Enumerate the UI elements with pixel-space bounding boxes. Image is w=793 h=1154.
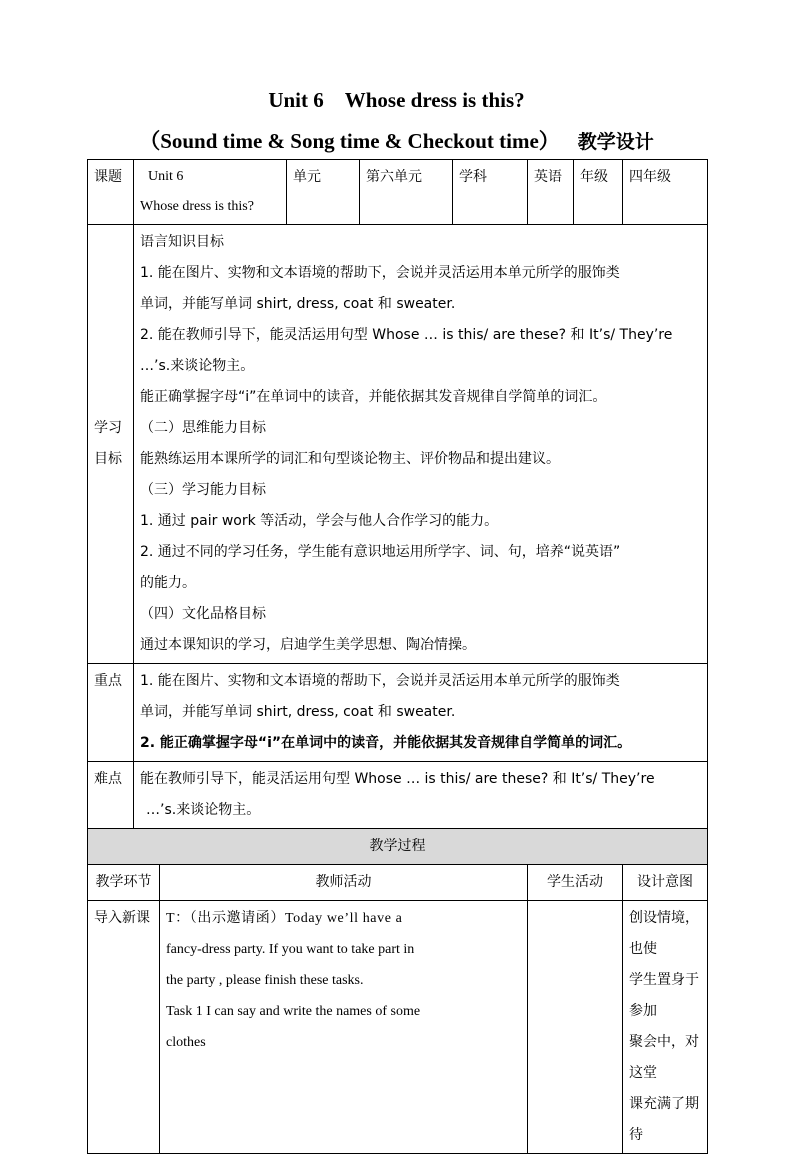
subtitle-en: （Sound time & Song time & Checkout time） — [139, 129, 560, 153]
teacher-activity-line: clothes — [166, 1035, 206, 1050]
document-subtitle — [0, 125, 793, 155]
unit-label: 单元 — [287, 160, 360, 225]
topic-label: 课题 — [88, 160, 134, 225]
intent-line: 创设情境，也使 — [629, 910, 699, 957]
goal-line: 能熟练运用本课所学的词汇和句型谈论物主、评价物品和提出建议。 — [140, 451, 560, 467]
difficult-point-line: 能在教师引导下，能灵活运用句型 Whose … is this/ are these? 和 It’s/ They’re — [140, 771, 655, 787]
teacher-activity-line: the party , please finish these tasks. — [166, 973, 364, 988]
col-stage-header: 教学环节 — [88, 865, 160, 901]
key-point-line: 单词，并能写单词 shirt, dress, coat 和 sweater. — [140, 704, 456, 720]
goals-label — [88, 225, 134, 664]
process-columns-row — [88, 865, 708, 901]
subtitle-cn: 教学设计 — [577, 131, 654, 153]
process-teacher-activity — [160, 901, 528, 1154]
topic-value-line: Whose dress is this? — [140, 199, 254, 214]
goal-line: （三）学习能力目标 — [140, 482, 266, 498]
goal-line: 的能力。 — [140, 575, 196, 591]
process-student-activity — [528, 901, 623, 1154]
key-point-line: 1. 能在图片、实物和文本语境的帮助下，会说并灵活运用本单元所学的服饰类 — [140, 673, 620, 689]
goal-line: …’s.来谈论物主。 — [140, 358, 255, 374]
teacher-activity-line: T：（出示邀请函）Today we’ll have a — [166, 911, 403, 926]
grade-value: 四年级 — [623, 160, 708, 225]
goals-label-line: 目标 — [94, 451, 122, 467]
key-points-label: 重点 — [88, 664, 134, 762]
topic-value — [134, 160, 287, 225]
lesson-plan-table — [87, 159, 708, 1154]
col-intent-header: 设计意图 — [623, 865, 708, 901]
goal-line: 单词，并能写单词 shirt, dress, coat 和 sweater. — [140, 296, 456, 312]
goals-content — [134, 225, 708, 664]
goal-line: 语言知识目标 — [140, 234, 224, 250]
goal-line: 2. 通过不同的学习任务，学生能有意识地运用所学字、词、句，培养“说英语” — [140, 544, 621, 560]
topic-value-line: Unit 6 — [148, 169, 184, 184]
document-title: Unit 6 Whose dress is this? — [268, 88, 525, 112]
key-points-content — [134, 664, 708, 762]
col-teacher-header: 教师活动 — [160, 865, 528, 901]
goals-label-line: 学习 — [94, 420, 122, 436]
goal-line: 2. 能在教师引导下，能灵活运用句型 Whose … is this/ are these? 和 It’s/ They’re — [140, 327, 673, 343]
process-header-row — [88, 829, 708, 865]
goals-row — [88, 225, 708, 664]
difficult-points-content — [134, 762, 708, 829]
process-intent — [623, 901, 708, 1154]
difficult-points-label: 难点 — [88, 762, 134, 829]
intent-line: 课充满了期待 — [629, 1096, 699, 1143]
process-header: 教学过程 — [88, 829, 708, 865]
key-point-line: 2. 能正确掌握字母“i”在单词中的读音，并能依据其发音规律自学简单的词汇。 — [140, 735, 632, 751]
grade-label: 年级 — [574, 160, 623, 225]
intent-line: 学生置身于参加 — [629, 972, 699, 1019]
teacher-activity-line: fancy-dress party. If you want to take part in — [166, 942, 415, 957]
goal-line: 能正确掌握字母“i”在单词中的读音，并能依据其发音规律自学简单的词汇。 — [140, 389, 607, 405]
unit-value: 第六单元 — [360, 160, 453, 225]
process-row — [88, 901, 708, 1154]
info-row — [88, 160, 708, 225]
process-stage: 导入新课 — [88, 901, 160, 1154]
teacher-activity-line: Task 1 I can say and write the names of some — [166, 1004, 421, 1019]
col-student-header: 学生活动 — [528, 865, 623, 901]
difficult-points-row — [88, 762, 708, 829]
key-points-row — [88, 664, 708, 762]
goal-line: 1. 通过 pair work 等活动，学会与他人合作学习的能力。 — [140, 513, 499, 529]
intent-line: 聚会中，对这堂 — [629, 1034, 699, 1081]
goal-line: 通过本课知识的学习，启迪学生美学思想、陶冶情操。 — [140, 637, 476, 653]
subject-label: 学科 — [453, 160, 528, 225]
difficult-point-line: …’s.来谈论物主。 — [146, 802, 261, 818]
goal-line: （二）思维能力目标 — [140, 420, 266, 436]
goal-line: 1. 能在图片、实物和文本语境的帮助下，会说并灵活运用本单元所学的服饰类 — [140, 265, 620, 281]
goal-line: （四）文化品格目标 — [140, 606, 266, 622]
subject-value: 英语 — [528, 160, 574, 225]
